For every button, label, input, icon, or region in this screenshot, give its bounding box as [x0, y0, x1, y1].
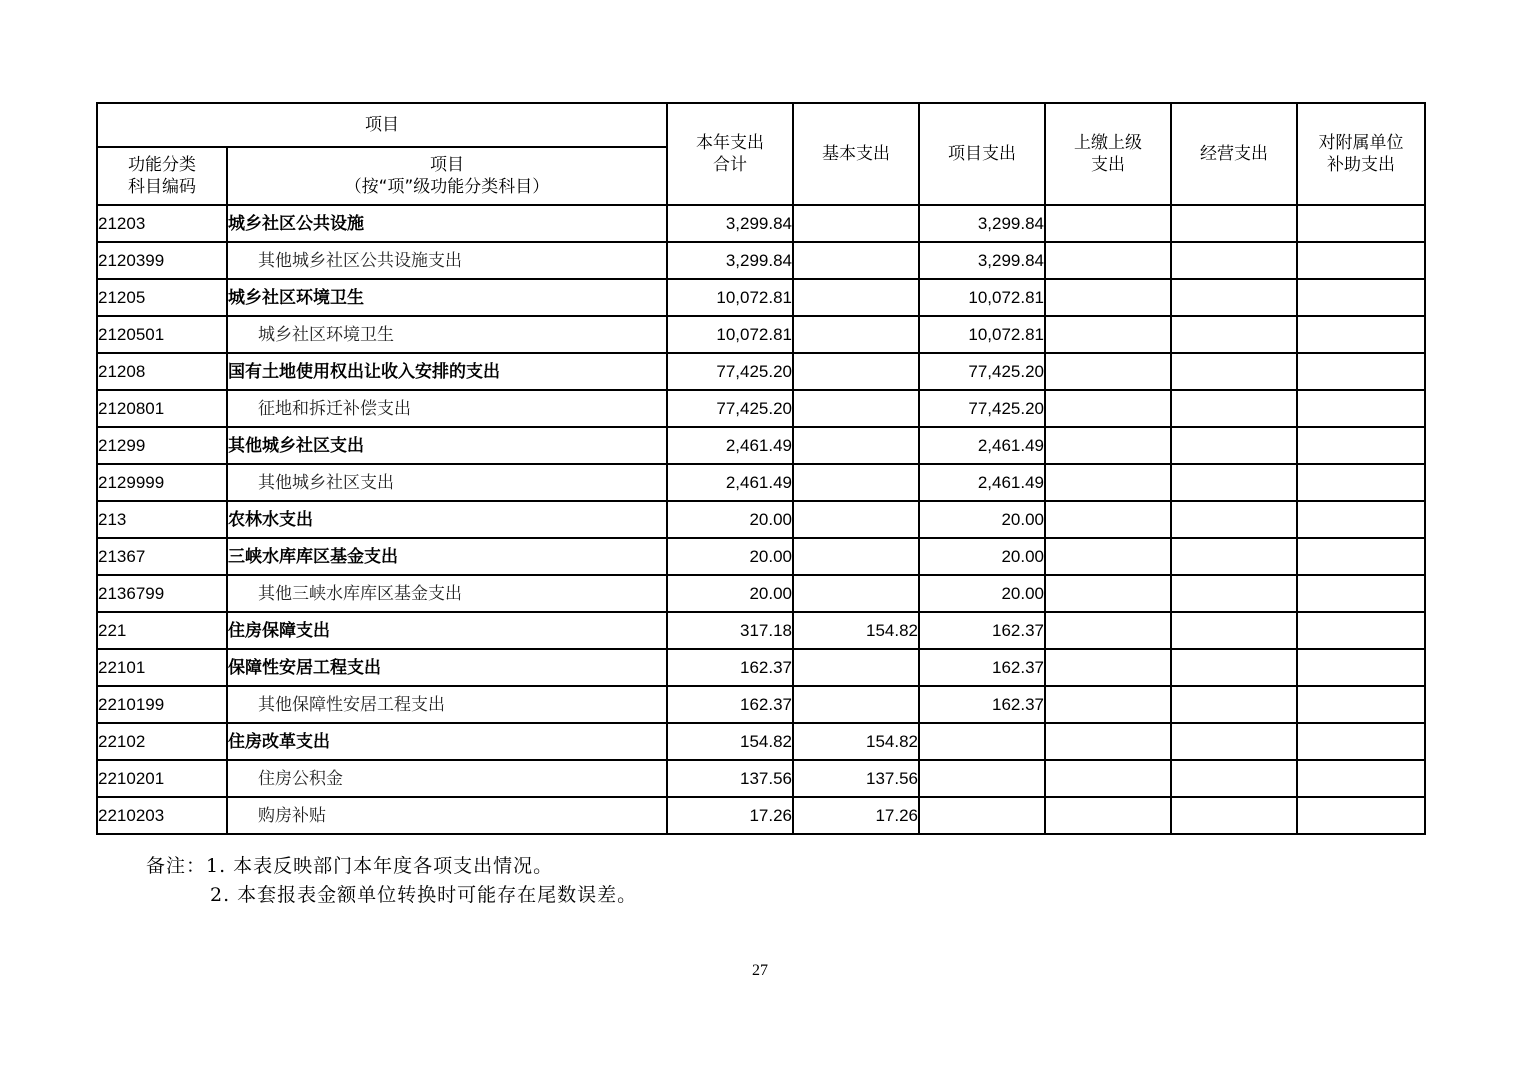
- header-code-line2: 科目编码: [128, 177, 196, 197]
- cell-project: [919, 797, 1045, 834]
- header-total-line1: 本年支出: [696, 133, 764, 153]
- header-total-line2: 合计: [713, 155, 747, 175]
- cell-name: 其他保障性安居工程支出: [227, 686, 667, 723]
- cell-project: 3,299.84: [919, 205, 1045, 242]
- table-row: [97, 538, 1425, 575]
- cell-total: 3,299.84: [667, 205, 793, 242]
- cell-upper: [1045, 686, 1171, 723]
- cell-basic: [793, 316, 919, 353]
- cell-total: 317.18: [667, 612, 793, 649]
- cell-subsidiary: [1297, 316, 1425, 353]
- cell-subsidiary: [1297, 390, 1425, 427]
- cell-code: 2210199: [97, 686, 227, 723]
- cell-upper: [1045, 353, 1171, 390]
- table-row: [97, 686, 1425, 723]
- table-row: [97, 797, 1425, 834]
- cell-operating: [1171, 686, 1297, 723]
- table-row: [97, 353, 1425, 390]
- cell-code: 221: [97, 612, 227, 649]
- cell-code: 21208: [97, 353, 227, 390]
- cell-name: 农林水支出: [227, 501, 667, 538]
- cell-project: 20.00: [919, 501, 1045, 538]
- cell-subsidiary: [1297, 205, 1425, 242]
- cell-operating: [1171, 575, 1297, 612]
- cell-project: 2,461.49: [919, 427, 1045, 464]
- cell-basic: [793, 353, 919, 390]
- cell-basic: [793, 390, 919, 427]
- cell-total: 10,072.81: [667, 316, 793, 353]
- cell-code: 2210203: [97, 797, 227, 834]
- cell-subsidiary: [1297, 723, 1425, 760]
- page-number: 27: [752, 962, 768, 979]
- cell-name: 保障性安居工程支出: [227, 649, 667, 686]
- notes: [146, 852, 637, 910]
- cell-name: 城乡社区环境卫生: [227, 279, 667, 316]
- cell-upper: [1045, 501, 1171, 538]
- header-basic: 基本支出: [793, 103, 919, 205]
- cell-total: 162.37: [667, 649, 793, 686]
- cell-total: 20.00: [667, 501, 793, 538]
- cell-upper: [1045, 760, 1171, 797]
- cell-project: 162.37: [919, 649, 1045, 686]
- cell-project: 20.00: [919, 575, 1045, 612]
- cell-code: 2120399: [97, 242, 227, 279]
- cell-name: 其他城乡社区支出: [227, 464, 667, 501]
- table-row: [97, 575, 1425, 612]
- cell-name: 其他三峡水库库区基金支出: [227, 575, 667, 612]
- header-subsidiary-line2: 补助支出: [1327, 155, 1395, 175]
- cell-name: 城乡社区环境卫生: [227, 316, 667, 353]
- cell-basic: [793, 464, 919, 501]
- cell-subsidiary: [1297, 686, 1425, 723]
- table-row: [97, 205, 1425, 242]
- cell-operating: [1171, 316, 1297, 353]
- cell-basic: [793, 242, 919, 279]
- cell-project: [919, 723, 1045, 760]
- header-subsidiary-line1: 对附属单位: [1318, 133, 1404, 153]
- cell-name: 购房补贴: [227, 797, 667, 834]
- header-code: [97, 147, 227, 205]
- cell-basic: 137.56: [793, 760, 919, 797]
- table-row: [97, 649, 1425, 686]
- table-row: [97, 279, 1425, 316]
- cell-upper: [1045, 538, 1171, 575]
- cell-subsidiary: [1297, 427, 1425, 464]
- cell-operating: [1171, 538, 1297, 575]
- cell-upper: [1045, 242, 1171, 279]
- cell-subsidiary: [1297, 353, 1425, 390]
- cell-basic: 154.82: [793, 612, 919, 649]
- cell-project: [919, 760, 1045, 797]
- cell-upper: [1045, 427, 1171, 464]
- header-item-group: 项目: [97, 103, 667, 147]
- cell-basic: [793, 649, 919, 686]
- header-name-line1: 项目: [430, 155, 464, 175]
- cell-upper: [1045, 575, 1171, 612]
- cell-operating: [1171, 612, 1297, 649]
- cell-total: 17.26: [667, 797, 793, 834]
- cell-total: 10,072.81: [667, 279, 793, 316]
- table-row: [97, 501, 1425, 538]
- cell-total: 77,425.20: [667, 390, 793, 427]
- table-row: [97, 242, 1425, 279]
- cell-subsidiary: [1297, 649, 1425, 686]
- cell-operating: [1171, 501, 1297, 538]
- cell-operating: [1171, 427, 1297, 464]
- table-row: [97, 427, 1425, 464]
- cell-code: 21299: [97, 427, 227, 464]
- cell-operating: [1171, 464, 1297, 501]
- cell-code: 213: [97, 501, 227, 538]
- table-row: [97, 760, 1425, 797]
- header-upper-line1: 上缴上级: [1074, 133, 1142, 153]
- cell-basic: 17.26: [793, 797, 919, 834]
- cell-subsidiary: [1297, 501, 1425, 538]
- cell-project: 77,425.20: [919, 390, 1045, 427]
- cell-operating: [1171, 723, 1297, 760]
- cell-project: 3,299.84: [919, 242, 1045, 279]
- header-project: 项目支出: [919, 103, 1045, 205]
- cell-code: 21203: [97, 205, 227, 242]
- cell-code: 2210201: [97, 760, 227, 797]
- cell-subsidiary: [1297, 760, 1425, 797]
- cell-total: 2,461.49: [667, 427, 793, 464]
- cell-basic: [793, 538, 919, 575]
- cell-project: 10,072.81: [919, 316, 1045, 353]
- table-body: [97, 205, 1425, 834]
- cell-project: 162.37: [919, 612, 1045, 649]
- header-name: [227, 147, 667, 205]
- cell-upper: [1045, 723, 1171, 760]
- header-subsidiary: [1297, 103, 1425, 205]
- cell-project: 162.37: [919, 686, 1045, 723]
- cell-subsidiary: [1297, 612, 1425, 649]
- cell-name: 其他城乡社区支出: [227, 427, 667, 464]
- table-row: [97, 464, 1425, 501]
- cell-subsidiary: [1297, 464, 1425, 501]
- cell-name: 征地和拆迁补偿支出: [227, 390, 667, 427]
- cell-code: 21205: [97, 279, 227, 316]
- expenditure-table: [96, 102, 1426, 835]
- cell-upper: [1045, 316, 1171, 353]
- header-operating: 经营支出: [1171, 103, 1297, 205]
- note-line-1: 备注：1. 本表反映部门本年度各项支出情况。: [146, 855, 554, 877]
- cell-upper: [1045, 649, 1171, 686]
- cell-name: 住房保障支出: [227, 612, 667, 649]
- cell-code: 2136799: [97, 575, 227, 612]
- cell-code: 22102: [97, 723, 227, 760]
- cell-total: 162.37: [667, 686, 793, 723]
- cell-total: 154.82: [667, 723, 793, 760]
- cell-operating: [1171, 649, 1297, 686]
- cell-basic: [793, 686, 919, 723]
- cell-upper: [1045, 612, 1171, 649]
- table-row: [97, 723, 1425, 760]
- table-row: [97, 316, 1425, 353]
- cell-operating: [1171, 760, 1297, 797]
- cell-upper: [1045, 464, 1171, 501]
- cell-operating: [1171, 205, 1297, 242]
- cell-basic: [793, 279, 919, 316]
- cell-total: 20.00: [667, 575, 793, 612]
- header-code-line1: 功能分类: [128, 155, 196, 175]
- cell-name: 城乡社区公共设施: [227, 205, 667, 242]
- cell-basic: [793, 205, 919, 242]
- cell-total: 137.56: [667, 760, 793, 797]
- header-name-line2: （按“项”级功能分类科目）: [344, 177, 550, 197]
- cell-basic: [793, 427, 919, 464]
- cell-total: 77,425.20: [667, 353, 793, 390]
- header-upper-line2: 支出: [1091, 155, 1125, 175]
- cell-subsidiary: [1297, 538, 1425, 575]
- cell-name: 住房改革支出: [227, 723, 667, 760]
- cell-project: 2,461.49: [919, 464, 1045, 501]
- cell-name: 三峡水库库区基金支出: [227, 538, 667, 575]
- table-row: [97, 390, 1425, 427]
- cell-total: 2,461.49: [667, 464, 793, 501]
- header-total: [667, 103, 793, 205]
- cell-name: 其他城乡社区公共设施支出: [227, 242, 667, 279]
- cell-upper: [1045, 279, 1171, 316]
- cell-upper: [1045, 205, 1171, 242]
- cell-basic: 154.82: [793, 723, 919, 760]
- cell-subsidiary: [1297, 575, 1425, 612]
- cell-upper: [1045, 390, 1171, 427]
- cell-operating: [1171, 390, 1297, 427]
- cell-name: 国有土地使用权出让收入安排的支出: [227, 353, 667, 390]
- cell-total: 3,299.84: [667, 242, 793, 279]
- cell-project: 10,072.81: [919, 279, 1045, 316]
- cell-subsidiary: [1297, 242, 1425, 279]
- table-header: [97, 103, 1425, 205]
- cell-code: 2129999: [97, 464, 227, 501]
- cell-code: 21367: [97, 538, 227, 575]
- cell-name: 住房公积金: [227, 760, 667, 797]
- header-upper: [1045, 103, 1171, 205]
- cell-operating: [1171, 279, 1297, 316]
- cell-subsidiary: [1297, 797, 1425, 834]
- cell-operating: [1171, 353, 1297, 390]
- cell-code: 2120801: [97, 390, 227, 427]
- note-line-2: 2. 本套报表金额单位转换时可能存在尾数误差。: [210, 884, 638, 906]
- cell-project: 77,425.20: [919, 353, 1045, 390]
- cell-code: 2120501: [97, 316, 227, 353]
- cell-operating: [1171, 797, 1297, 834]
- table-row: [97, 612, 1425, 649]
- cell-total: 20.00: [667, 538, 793, 575]
- cell-operating: [1171, 242, 1297, 279]
- cell-upper: [1045, 797, 1171, 834]
- cell-project: 20.00: [919, 538, 1045, 575]
- cell-code: 22101: [97, 649, 227, 686]
- cell-basic: [793, 501, 919, 538]
- cell-subsidiary: [1297, 279, 1425, 316]
- cell-basic: [793, 575, 919, 612]
